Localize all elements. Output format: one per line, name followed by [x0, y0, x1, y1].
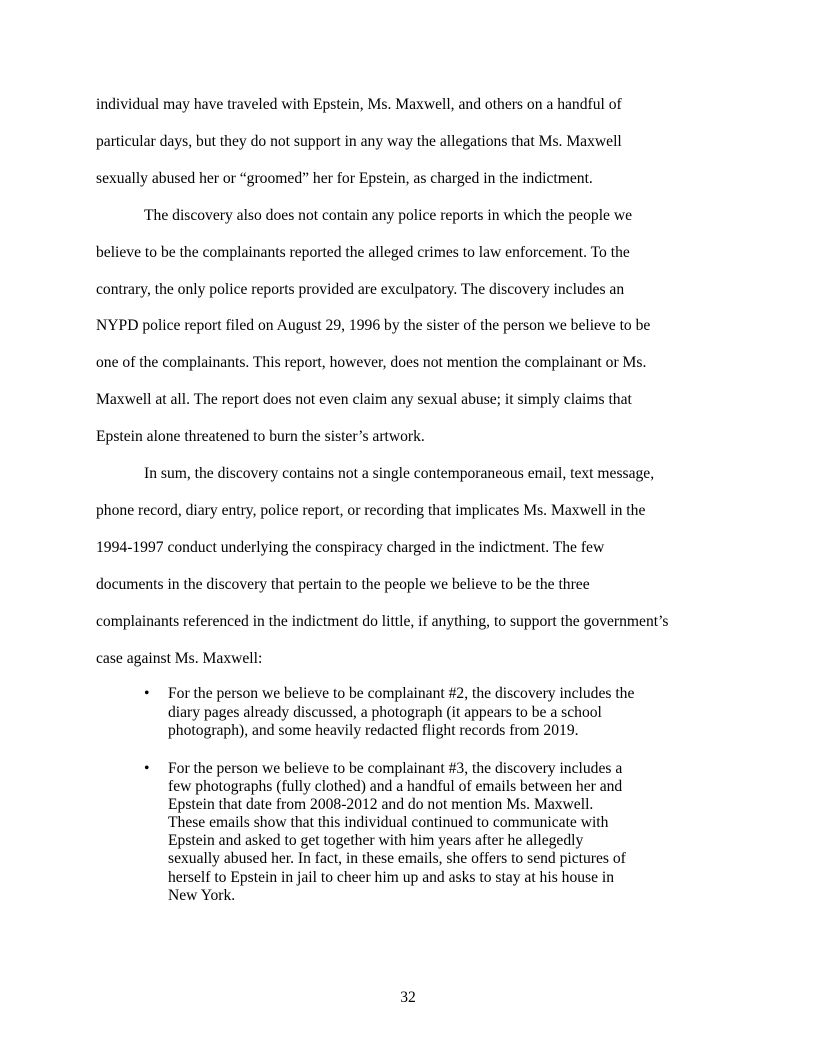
bullet-2-line: herself to Epstein in jail to cheer him up and asks to stay at his house in — [168, 869, 615, 886]
bullet-2-line: few photographs (fully clothed) and a handful of emails between her and — [168, 778, 623, 795]
paragraph-2-line: Maxwell at all. The report does not even claim any sexual abuse; it simply claims that — [96, 391, 632, 408]
paragraph-3-line: 1994-1997 conduct underlying the conspiracy charged in the indictment. The few — [96, 539, 605, 556]
bullet-marker: • — [144, 685, 150, 702]
paragraph-2-line: NYPD police report filed on August 29, 1996 by the sister of the person we believe to be — [96, 317, 651, 334]
bullet-2-line: These emails show that this individual continued to communicate with — [168, 814, 609, 831]
bullet-2-line: Epstein and asked to get together with him years after he allegedly — [168, 832, 584, 849]
paragraph-2-line: one of the complainants. This report, however, does not mention the complainant or Ms. — [96, 354, 647, 371]
paragraph-1-line: individual may have traveled with Epstein, Ms. Maxwell, and others on a handful of — [96, 96, 622, 113]
bullet-1-line: diary pages already discussed, a photograph (it appears to be a school — [168, 704, 602, 721]
paragraph-3-line: phone record, diary entry, police report, or recording that implicates Ms. Maxwell in the — [96, 502, 646, 519]
bullet-2-line: New York. — [168, 887, 236, 904]
paragraph-3-line: complainants referenced in the indictment do little, if anything, to support the government’s — [96, 613, 669, 630]
bullet-marker: • — [144, 760, 150, 777]
paragraph-3-line: case against Ms. Maxwell: — [96, 650, 263, 667]
bullet-2-line: sexually abused her. In fact, in these emails, she offers to send pictures of — [168, 850, 626, 867]
paragraph-1-line: particular days, but they do not support in any way the allegations that Ms. Maxwell — [96, 133, 622, 150]
bullet-2-line: Epstein that date from 2008-2012 and do not mention Ms. Maxwell. — [168, 796, 594, 813]
paragraph-2-line: contrary, the only police reports provided are exculpatory. The discovery includes an — [96, 281, 625, 298]
page-number: 32 — [400, 989, 416, 1006]
paragraph-1-line: sexually abused her or “groomed” her for Epstein, as charged in the indictment. — [96, 170, 593, 187]
bullet-1-line: photograph), and some heavily redacted flight records from 2019. — [168, 722, 579, 739]
bullet-2-line: For the person we believe to be complainant #3, the discovery includes a — [168, 760, 623, 777]
paragraph-2-line: believe to be the complainants reported the alleged crimes to law enforcement. To the — [96, 244, 630, 261]
paragraph-2-line: The discovery also does not contain any police reports in which the people we — [144, 207, 633, 224]
paragraph-3-line: documents in the discovery that pertain to the people we believe to be the three — [96, 576, 590, 593]
paragraph-2-line: Epstein alone threatened to burn the sister’s artwork. — [96, 428, 425, 445]
bullet-1-line: For the person we believe to be complainant #2, the discovery includes the — [168, 685, 635, 702]
paragraph-3-line: In sum, the discovery contains not a single contemporaneous email, text message, — [144, 465, 655, 482]
